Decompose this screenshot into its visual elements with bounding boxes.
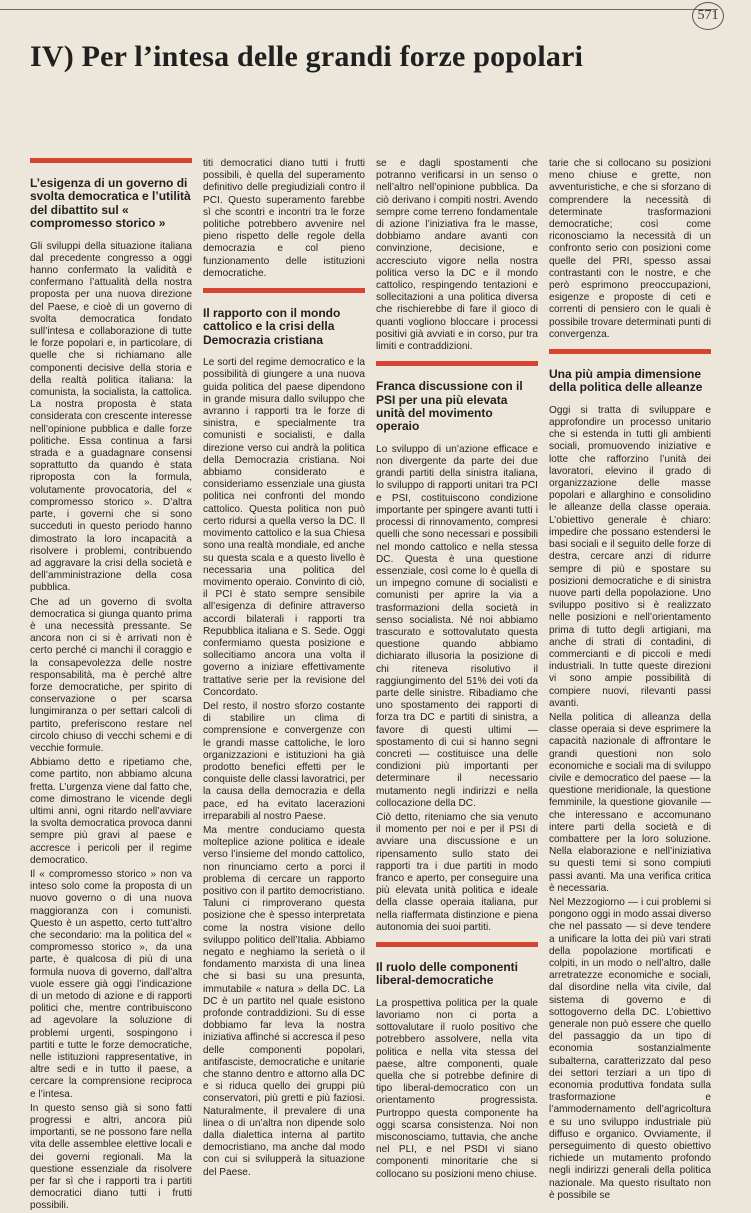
paragraph: In questo senso già si sono fatti progressi e altri, ancora più importanti, se ne possono fare nella vita delle assemblee elettive locali e dei governi regionali. Ma la questione essenziale da risolvere per far sì che i rapporti tra i partiti democratici diano tutti i frutti possibili. (30, 1102, 192, 1212)
paragraph: Le sorti del regime democratico e la possibilità di giungere a una nuova guida politica del paese dipendono in grande misura dallo sviluppo che avranno i rapporti tra le forze di sinistra, e specialmente tra comunisti e socialisti, e dalla direzione verso cui andrà la politica della Democrazia cristiana. Noi abbiamo considerato e consideriamo essenziale una giusta politica nei confronti del mondo cattolico. Questa politica non può certo ridursi a quella verso la DC. Il movimento cattolico e la sua Chiesa sono una realtà mondiale, ed anche su questa scala e a questo livello è necessaria una politica del movimento operaio. Convinto di ciò, il PCI è stato sempre sensibile all’esigenza di definire attraverso accordi bilaterali i rapporti tra Repubblica italiana e S. Sede. Oggi confermiamo questa posizione e sollecitiamo ancora una volta il governo a iniziare effettivamente trattative serie per la revisione del Concordato. (203, 357, 365, 698)
paragraph: Nel Mezzogiorno — i cui problemi si pongono oggi in modo assai diverso che nel passato — si deve tendere a unificare la lotta dei più vari strati della popolazione mortificati e colpiti, in un modo o nell’altro, dalle arretratezze economiche e sociali, dal disordine nella vita civile, dal sistema di governo e di sottogoverno della DC. L’obiettivo generale non può essere che quello del passaggio da un tipo di economia sostanzialmente subalterna, caratterizzato dal peso dei settori terziari a un tipo di economia produttiva fondata sulla trasformazione e l’ammodernamento dell’agricoltura e su uno sviluppo industriale più diffuso e organico. Ovviamente, il perseguimento di questo obiettivo richiede un mutamento profondo negli indirizzi generali della politica nazionale. Ma questo risultato non è possibile se (549, 896, 711, 1201)
section-heading: Il ruolo delle componenti liberal-democratiche (376, 960, 519, 988)
column-4 (549, 158, 711, 1201)
section-heading: L’esigenza di un governo di svolta democratica e l’utilità del dibattito sul « compromesso storico » (30, 176, 191, 231)
top-rule (0, 9, 718, 10)
red-rule (549, 349, 711, 354)
paragraph: titi democratici diano tutti i frutti possibili, è quella del superamento definitivo delle pregiudiziali contro il PCI. Questo superamento farebbe sì che scontri e incontri tra le forze politiche potrebbero avvenire nel pieno rispetto delle regole della democrazia e col pieno funzionamento delle istituzioni democratiche. (203, 158, 365, 279)
section-heading: Franca discussione con il PSI per una più elevata unità del movimento operaio (376, 379, 523, 434)
section-heading: Una più ampia dimensione della politica delle alleanze (549, 367, 703, 395)
paragraph: Che ad un governo di svolta democratica si giunga quanto prima è una necessità pressante. Se ancora non ci si è arrivati non è certo perché ci manchi il coraggio e la consapevolezza delle nostre responsabilità, ma è perché altre forze democratiche, per spirito di conservazione o per scarsa lungimiranza o per settari calcoli di partito, preferiscono restare nel circolo chiuso di vecchi schemi e di vecchie formule. (30, 596, 192, 754)
paragraph: Abbiamo detto e ripetiamo che, come partito, non abbiamo alcuna fretta. L’urgenza viene dal fatto che, come dimostrano le vicende degli ultimi anni, ogni ritardo nell’avviare la svolta democratica provoca danni sempre più gravi al paese e accresce i pericoli per il regime democratico. (30, 757, 192, 866)
paragraph: Del resto, il nostro sforzo costante di stabilire un clima di comprensione e convergenze con le grandi masse cattoliche, le loro organizzazioni e istituzioni ha già prodotto benefici effetti per le conquiste delle classi lavoratrici, per la causa della democrazia e della pace, ed ha evitato lacerazioni irreparabili al nostro Paese. (203, 700, 365, 822)
column-1 (30, 158, 192, 1212)
paragraph: Il « compromesso storico » non va inteso solo come la proposta di un nuovo governo o di una nuova maggioranza con i comunisti. Questo è un aspetto, certo tutt’altro che secondario: ma la politica del « compromesso storico », da una parte, è qualcosa di più di una formula nuova di governo, dall’altra vuole essere già oggi l’indicazione di un metodo di azione e di rapporti politici che, mentre contribuiscono ad agevolare la soluzione di problemi urgenti, sospingono i partiti e tutte le forze democratiche, nelle istituzioni rappresentative, in altre sedi e in tutto il paese, a cercare la comprensione reciproca e l’intesa. (30, 868, 192, 1100)
red-rule (376, 942, 538, 947)
paragraph: Lo sviluppo di un’azione efficace e non divergente da parte dei due grandi partiti della sinistra italiana, lo sviluppo di rapporti unitari tra PCI e PSI, costituiscono condizione importante per spingere avanti tutti i processi di rinnovamento, compresi quelli che sono necessari e possibili nel mondo cattolico e nella stessa DC. Questa è una questione essenziale, così come lo è quella di un impegno comune di socialisti e comunisti per aprire la via a trasformazioni della società in senso socialista. Né noi abbiamo trascurato e sottovalutato questa questione quando abbiamo dichiarato illusoria la posizione di chi riteneva risolutivo il raggiungimento del 51% dei voti da parte delle sinistre. Ribadiamo che uno spostamento dei rapporti di forza tra DC e partiti di sinistra, a favore di questi ultimi — spostamento di cui si hanno segni concreti — costituisce una delle condizioni più importanti per determinare il necessario mutamento negli indirizzi e nella collocazione della DC. (376, 443, 538, 809)
page-title: IV) Per l’intesa delle grandi forze popolari (30, 40, 584, 73)
paragraph: se e dagli spostamenti che potranno verificarsi in un senso o nell’altro nell’opinione pubblica. Da ciò derivano i compiti nostri. Avendo sempre come terreno fondamentale di azione l’iniziativa fra le masse, dobbiamo andare avanti con convinzione, decisione, e accresciuto vigore nella nostra politica verso la DC e il mondo cattolico, respingendo tentazioni e sollecitazioni a una politica diversa che rischierebbe di fare il gioco di quanti vogliono bloccare i processi positivi già avviati e in corso, pur tra limiti e contraddizioni. (376, 158, 538, 353)
column-3 (376, 158, 538, 1180)
red-rule (376, 361, 538, 366)
column-2 (203, 158, 365, 1178)
section-heading: Il rapporto con il mondo cattolico e la crisi della Democrazia cristiana (203, 306, 341, 347)
page-number-stamp: 571 (692, 2, 724, 30)
paragraph: Nella politica di alleanza della classe operaia si deve esprimere la capacità nazionale di affrontare le grandi questioni non solo economiche e sociali ma di sviluppo civile e democratico del paese — la questione meridionale, la questione femminile, la questione giovanile — che interessano e accomunano intere parti della società e di combattere per la loro soluzione. Nella elaborazione e nell’iniziativa su questi temi si sono compiuti passi avanti. Ma una verifica critica è necessaria. (549, 711, 711, 894)
paragraph: tarie che si collocano su posizioni meno chiuse e grette, non avventuristiche, e che si sforzano di comprendere la necessità di determinate trasformazioni democratiche; così come riconosciamo la necessità di un confronto serio con posizioni come quelle del PRI, spesso assai contrastanti con le nostre, e che però esprimono preoccupazioni, esigenze e proposte di ceti e correnti di pensiero con le quali è possibile trovare determinati punti di convergenza. (549, 158, 711, 340)
red-rule (203, 288, 365, 293)
red-rule (30, 158, 192, 163)
paragraph: La prospettiva politica per la quale lavoriamo non ci porta a sottovalutare il ruolo positivo che potrebbero assolvere, nella vita politica e nella vita stessa del paese, altre componenti, quale quella che si potrebbe definire di tipo liberal-democratico con un orientamento progressista. Purtroppo questa componente ha oggi scarsa consistenza. Noi non misconosciamo, tuttavia, che anche nel PLI, e nel PSDI vi siano componenti minoritarie che si collocano su posizioni meno chiuse. (376, 997, 538, 1180)
paragraph: Ma mentre conduciamo questa molteplice azione politica e ideale verso l’insieme del mondo cattolico, non rinunciamo certo a porci il problema di cercare un rapporto positivo con il partito democristiano. Taluni ci rimproverano questa posizione che è spesso interpretata come la nostra visione dello sviluppo politico dell’Italia. Abbiamo negato e neghiamo la serietà o il fondamento marxista di una linea che si basi su una presunta, immutabile « natura » della DC. La DC è un partito nel quale esistono profonde contraddizioni. Su di esse dobbiamo far leva la nostra iniziativa affinché si accresca il peso delle componenti popolari, antifasciste, democratiche e unitarie che stanno dentro e attorno alla DC e si riduca quello dei gruppi più conservatori, più gretti e più faziosi. Naturalmente, il prevalere di una linea o di un’altra non dipende solo dalla dialettica interna al partito democristiano, ma anche dal modo con cui si svilupperà la situazione del Paese. (203, 824, 365, 1178)
paragraph: Gli sviluppi della situazione italiana dal precedente congresso a oggi hanno confermato la validità e confermano l’attualità della nostra proposta per una nuova direzione del Paese, e cioè di un governo di svolta democratica fondato sull’intesa e collaborazione di tutte le forze popolari e, in particolare, di quelle che si richiamano alle componenti decisive della storia e della realtà politica italiana: la comunista, la socialista, la cattolica. La nostra proposta è stata considerata con crescente interesse nell’opinione pubblica e dalle forze politiche. Essa continua a farsi strada e a guadagnare consensi soprattutto da quando è stata riproposta con la formula, volutamente provocatoria, del « compromesso storico ». D’altra parte, i governi che si sono succeduti in questo periodo hanno dimostrato la loro incapacità a risolvere i problemi, contribuendo ad aggravare la crisi della società e dell’amministrazione della cosa pubblica. (30, 240, 192, 594)
paragraph: Oggi si tratta di sviluppare e approfondire un processo unitario che si estenda in tutti gli ambienti sociali, promuovendo iniziative e lotte che rafforzino l’unità dei lavoratori, elevino il grado di organizzazione delle masse popolari e allarghino e consolidino le alleanze della classe operaia. L’obiettivo generale è chiaro: impedire che possano estendersi le basi sociali e il seguito delle forze di destra, cercare anzi di ridurre sempre di più e spostare su posizioni democratiche e di sinistra nuove parti della popolazione. Uno sviluppo positivo si è realizzato nelle posizioni e nell’orientamento prima di tutto degli artigiani, ma anche di strati di contadini, di commercianti e di piccoli e medi industriali. In tutte queste direzioni vi sono ampie possibilità di compiere nuovi, rilevanti passi avanti. (549, 404, 711, 709)
paragraph: Ciò detto, riteniamo che sia venuto il momento per noi e per il PSI di avviare una discussione e un ripensamento sullo stato dei rapporti tra i due partiti in modo franco e aperto, per conseguire una più elevata unità politica e ideale della classe operaia italiana, pur nella riaffermata distinzione e piena autonomia dei suoi partiti. (376, 811, 538, 933)
